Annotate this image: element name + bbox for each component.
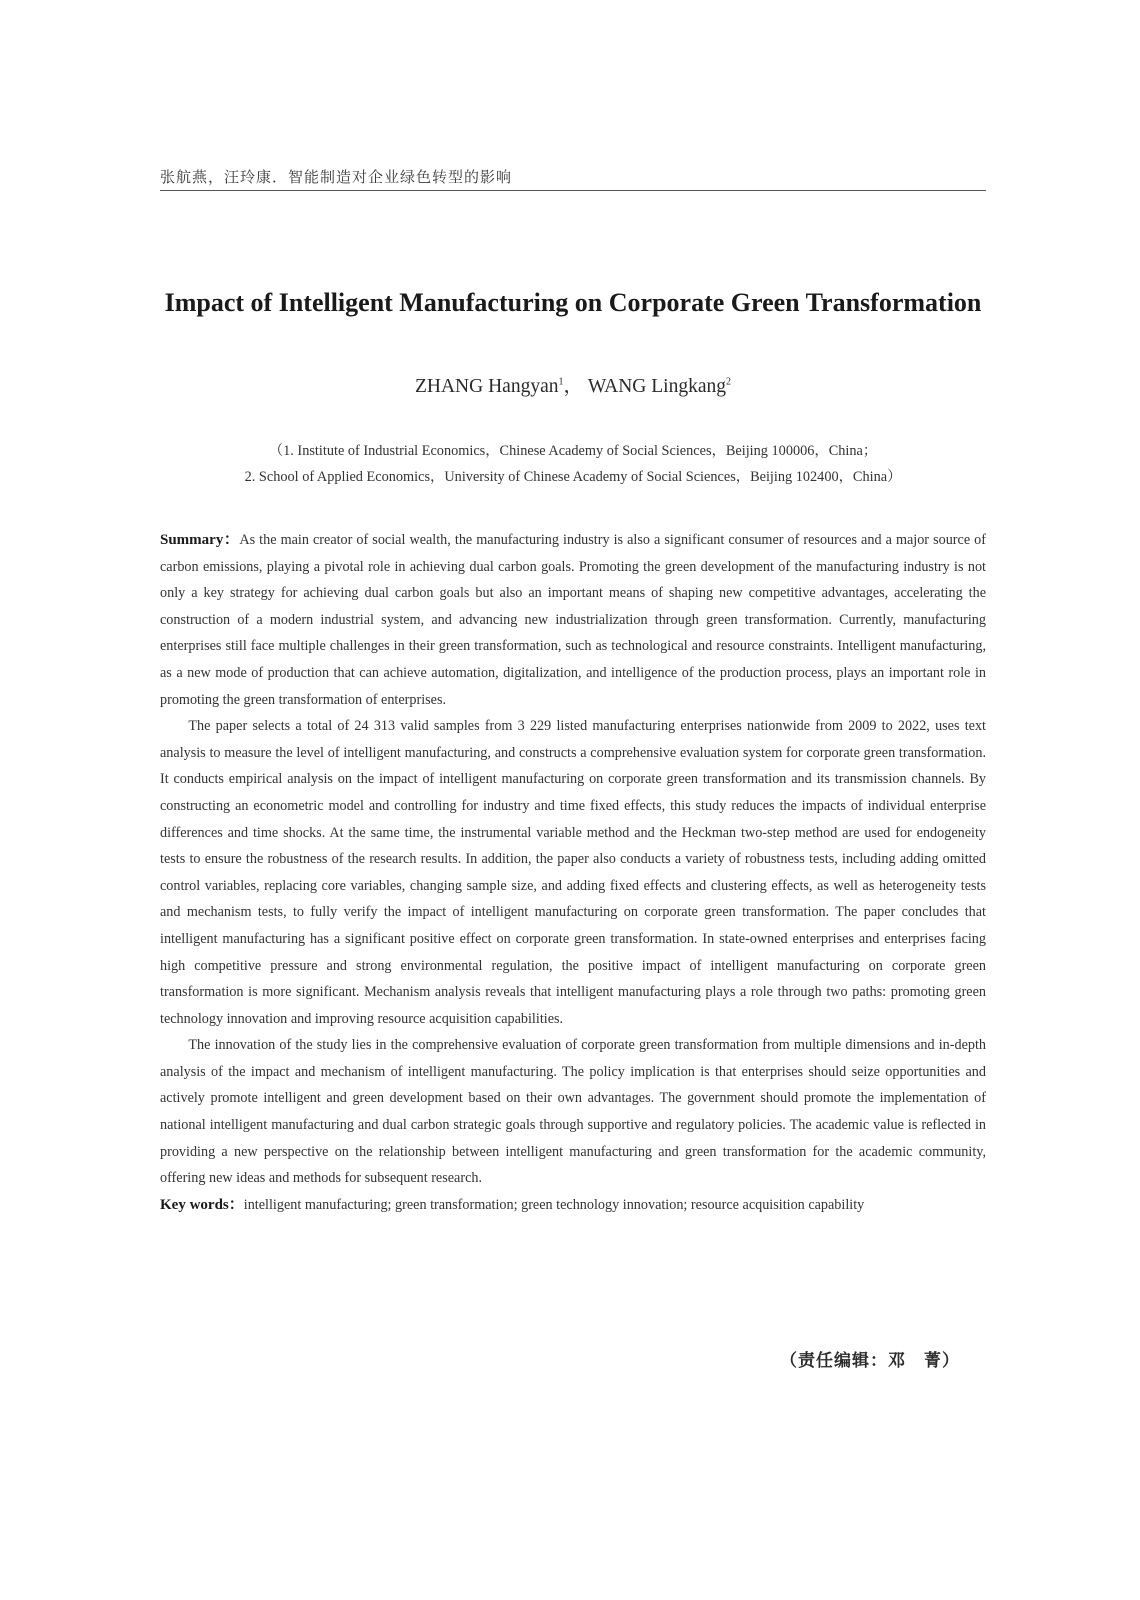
summary-paragraph: The innovation of the study lies in the comprehensive evaluation of corporate green transformation from multiple dimensions and in-depth analysis of the impact and mechanism of intelligent manufacturing. The policy implication is that enterprises should seize opportunities and actively promote intelligent and green development based on their own advantages. The government should promote the implementation of national intelligent manufacturing and dual carbon strategic goals through supportive and regulatory policies. The academic value is reflected in providing a new perspective on the relationship between intelligent manufacturing and green transformation for the academic community, offering new ideas and methods for subsequent research. [160, 1037, 986, 1187]
keywords-label: Key words： [160, 1196, 244, 1213]
affiliation-line: （1. Institute of Industrial Economics，Chinese Academy of Social Sciences，Beijing 100006，China； [268, 443, 878, 459]
affiliation-marker: 1 [558, 376, 564, 388]
summary-paragraph [160, 527, 986, 713]
affiliation-marker: 2 [726, 376, 731, 388]
header-rule [160, 190, 986, 191]
editor-note: （责任编辑：邓 菁） [780, 1351, 960, 1371]
paper-title: Impact of Intelligent Manufacturing on Corporate Green Transformation [164, 288, 982, 317]
keywords [160, 1192, 986, 1219]
author-separator: ， [563, 376, 584, 397]
summary-label: Summary： [160, 532, 240, 548]
summary-text: As the main creator of social wealth, the manufacturing industry is also a significant consumer of resources and a major source of carbon emissions, playing a pivotal role in achieving dual carbon goals. Promoting the green development of the manufacturing industry is not only a key strategy for achieving dual carbon goals but also an important means of shaping new competitive advantages, accelerating the construction of a modern industrial system, and advancing new industrialization through green transformation. Currently, manufacturing enterprises still face multiple challenges in their green transformation, such as technological and resource constraints. Intelligent manufacturing, as a new mode of production that can achieve automation, digitalization, and intelligence of the production process, plays an important role in promoting the green transformation of enterprises. [160, 532, 986, 708]
running-head: 张航燕，汪玲康．智能制造对企业绿色转型的影响 [160, 168, 513, 186]
affiliations [160, 438, 986, 490]
affiliation-line: 2. School of Applied Economics，University of Chinese Academy of Social Sciences，Beijing 102400，China） [244, 469, 902, 485]
summary-paragraph: The paper selects a total of 24 313 valid samples from 3 229 listed manufacturing enterprises nationwide from 2009 to 2022, uses text analysis to measure the level of intelligent manufacturing, and constructs a comprehensive evaluation system for corporate green transformation. It conducts empirical analysis on the impact of intelligent manufacturing on corporate green transformation and its transmission channels. By constructing an econometric model and controlling for industry and time fixed effects, this study reduces the impacts of individual enterprise differences and time shocks. At the same time, the instrumental variable method and the Heckman two-step method are used for endogeneity tests to ensure the robustness of the research results. In addition, the paper also conducts a variety of robustness tests, including adding omitted control variables, replacing core variables, changing sample size, and adding fixed effects and clustering effects, as well as heterogeneity tests and mechanism tests, to fully verify the impact of intelligent manufacturing on corporate green transformation. The paper concludes that intelligent manufacturing has a significant positive effect on corporate green transformation. In state-owned enterprises and enterprises facing high competitive pressure and strong environmental regulation, the positive impact of intelligent manufacturing on corporate green transformation is more significant. Mechanism analysis reveals that intelligent manufacturing plays a role through two paths: promoting green technology innovation and improving resource acquisition capabilities. [160, 718, 986, 1027]
author-line [160, 370, 986, 398]
author-name: WANG Lingkang [587, 376, 726, 397]
keywords-text: intelligent manufacturing; green transformation; green technology innovation; resource acquisition capability [243, 1196, 865, 1213]
abstract [160, 527, 986, 1218]
author-name: ZHANG Hangyan [414, 376, 559, 397]
